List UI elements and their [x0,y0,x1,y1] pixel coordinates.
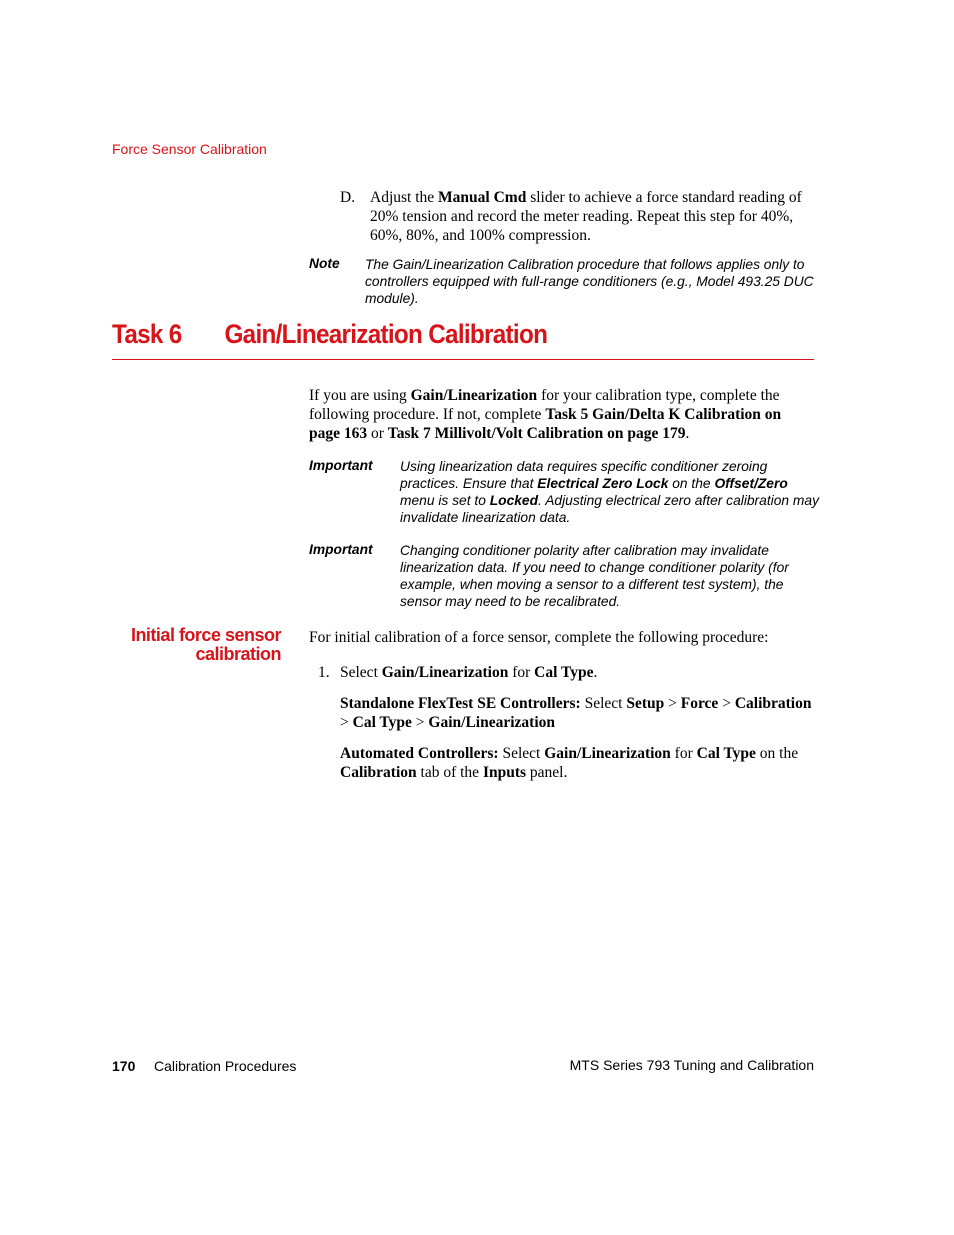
ui-term: Cal Type [696,745,756,762]
text-run: > [340,714,353,731]
text-run: menu is set to [400,493,490,508]
running-header: Force Sensor Calibration [112,141,267,157]
important-text [400,458,820,526]
step-1-text [340,663,810,682]
text-run: . Adjusting electrical zero after calibration may invalidate linearization data. [400,493,819,525]
ui-term: Gain/Linearization [410,387,538,404]
text-run: > [411,714,429,731]
ui-term: Locked [489,493,539,508]
text-run: tab of the [416,764,483,781]
task-heading [112,319,547,350]
text-run: panel. [526,764,568,781]
text-run: for [670,745,697,762]
text-run: Adjust the [370,189,439,206]
controller-type: Automated Controllers: [340,745,499,762]
controller-type: Standalone FlexTest SE Controllers: [340,695,581,712]
ui-term: Electrical Zero Lock [537,476,669,491]
ui-term: Cal Type [534,664,594,681]
text-run: for [508,664,535,681]
automated-instructions [340,744,818,782]
standalone-instructions [340,694,818,732]
heading-rule [112,359,814,360]
text-run: on the [755,745,799,762]
note-text: The Gain/Linearization Calibration procedure that follows applies only to controllers equipped with full-range conditioners (e.g., Model 493.25 DUC module). [365,257,814,306]
note-label: Note [309,256,340,271]
task-number: Task 6 [112,319,182,349]
menu-path-item: Calibration [734,695,812,712]
procedure-intro: For initial calibration of a force sensor, complete the following procedure: [309,629,769,646]
text-run: slider to achieve a force standard reading of 20% tension and record the meter reading. Repeat this step for 40%, 60%, 80%, and 100% compression. [370,189,802,244]
menu-path-item: Gain/Linearization [428,714,556,731]
important-text: Changing conditioner polarity after calibration may invalidate linearization data. If you need to change conditioner polarity (for example, when moving a sensor to a different test system), the sensor may need to be recalibrated. [400,543,789,609]
ui-term: Calibration [340,764,417,781]
menu-path-item: Setup [626,695,665,712]
page-number: 170 [112,1058,136,1074]
text-run: . [593,664,598,681]
text-run: or [367,425,388,442]
text-run: > [664,695,681,712]
important-label: Important [309,458,373,473]
text-run: Select [498,745,545,762]
intro-paragraph [309,386,809,443]
footer-book-title: MTS Series 793 Tuning and Calibration [569,1057,814,1073]
step-number: 1. [318,664,330,681]
task-title: Gain/Linearization Calibration [224,319,548,349]
menu-path-item: Cal Type [352,714,412,731]
step-d-text [370,188,820,245]
important-label: Important [309,542,373,557]
text-run: . [685,425,690,442]
cross-reference-task-5: Task 5 Gain/Delta K Calibration on page 163 [309,406,782,442]
text-run: on the [668,476,715,491]
side-heading-line: calibration [195,644,281,664]
ui-term: Gain/Linearization [381,664,509,681]
text-run: If you are using [309,387,411,404]
text-run: Using linearization data requires specific conditioner zeroing practices. Ensure that [400,459,768,491]
text-run: > [718,695,735,712]
side-heading [112,626,281,664]
ui-term-manual-cmd: Manual Cmd [438,189,527,206]
ui-term: Gain/Linearization [544,745,671,762]
text-run: Select [340,664,382,681]
side-heading-line: Initial force sensor [130,625,281,645]
menu-path-item: Force [680,695,719,712]
step-d-label: D. [340,189,356,206]
ui-term: Offset/Zero [714,476,788,491]
text-run: for your calibration type, complete the following procedure. If not, complete [309,387,780,423]
text-run: Select [580,695,627,712]
footer-chapter: Calibration Procedures [154,1058,297,1074]
cross-reference-task-7: Task 7 Millivolt/Volt Calibration on page 179 [387,425,686,442]
ui-term: Inputs [482,764,527,781]
